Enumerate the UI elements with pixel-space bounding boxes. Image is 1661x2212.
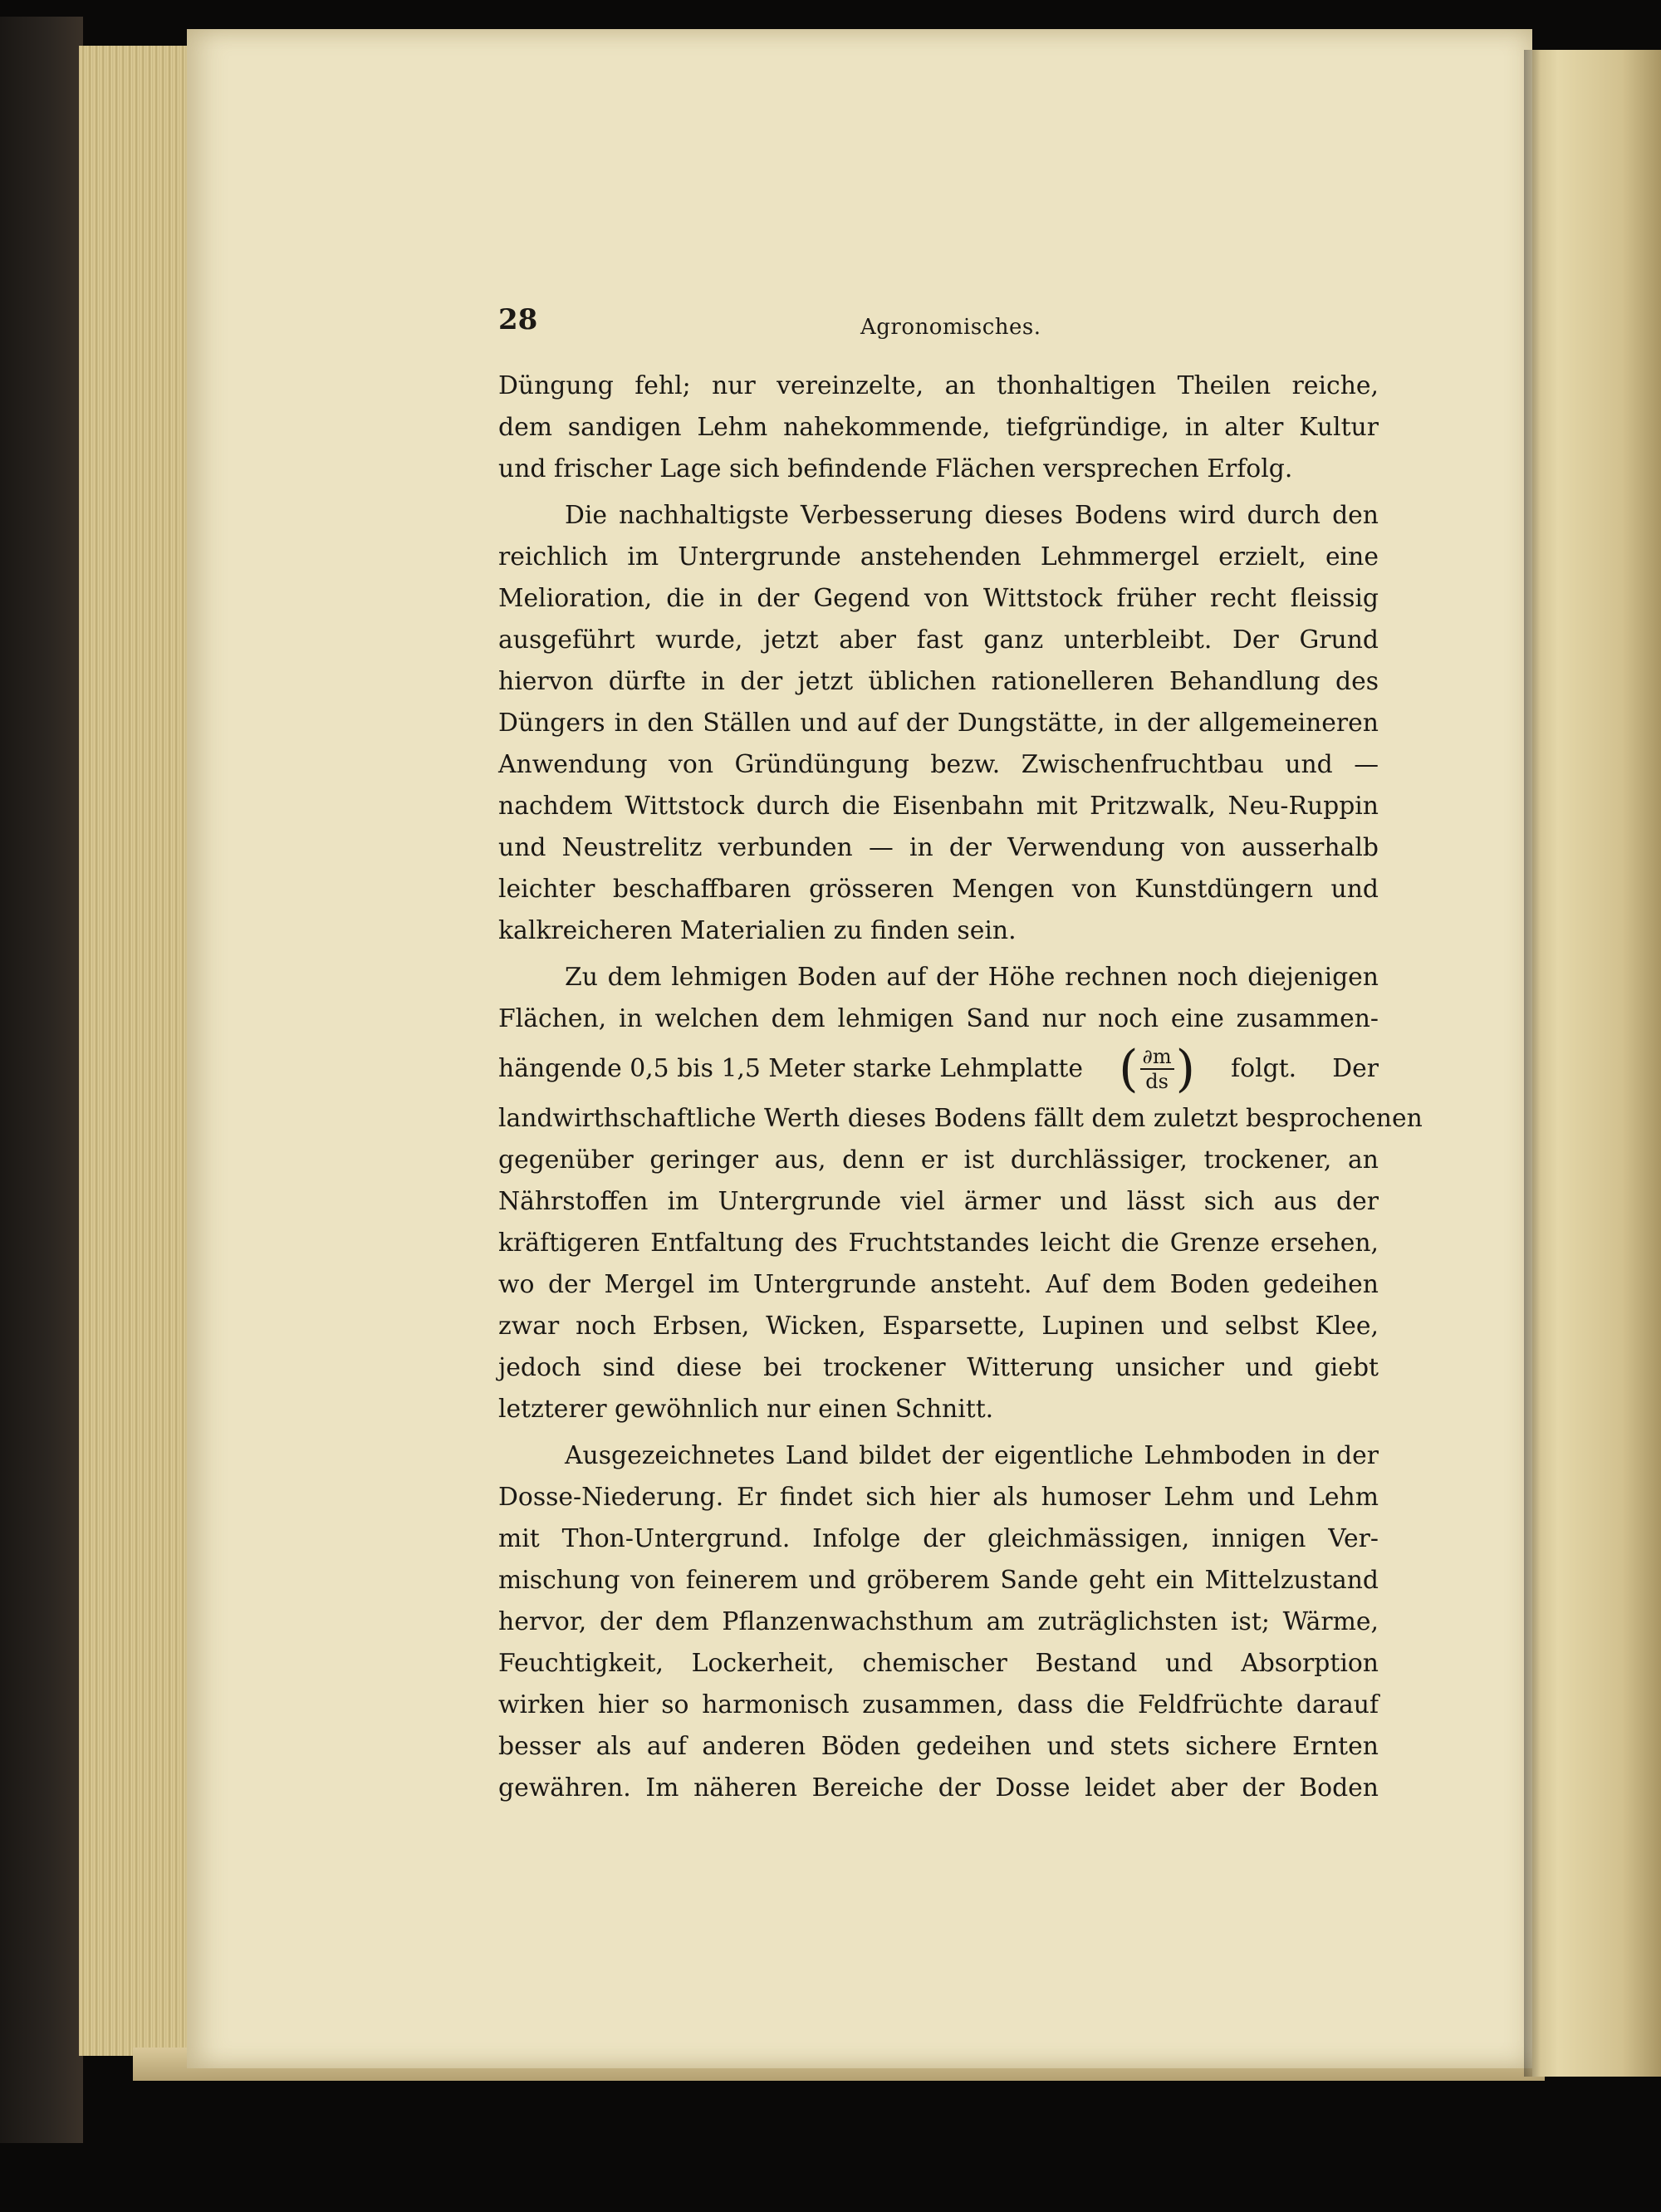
book-cover-edge (0, 17, 83, 2143)
text-line: nachdem Wittstock durch die Eisenbahn mit Pritzwalk, Neu-Ruppin (498, 792, 1379, 821)
page-number: 28 (498, 303, 538, 336)
page-stack-edge (79, 46, 195, 2056)
text-line: mischung von feinerem und gröberem Sande geht ein Mittelzustand (498, 1566, 1379, 1595)
text-line: Nährstoffen im Untergrunde viel ärmer und lässt sich aus der (498, 1187, 1379, 1216)
text-line: dem sandigen Lehm nahekommende, tiefgründige, in alter Kultur (498, 413, 1379, 442)
text-line: besser als auf anderen Böden gedeihen und stets sichere Ernten (498, 1732, 1379, 1761)
text-line: kräftigeren Entfaltung des Fruchtstandes leicht die Grenze ersehen, (498, 1229, 1379, 1258)
text-line: hervor, der dem Pflanzenwachsthum am zuträglichsten ist; Wärme, (498, 1607, 1379, 1636)
running-head: Agronomisches. (860, 315, 1041, 340)
text-line: Düngers in den Ställen und auf der Dungstätte, in der allgemeineren (498, 709, 1379, 738)
text-line: und frischer Lage sich befindende Flächen versprechen Erfolg. (498, 454, 1293, 483)
text-line: Ausgezeichnetes Land bildet der eigentliche Lehmboden in der (565, 1441, 1379, 1470)
text-line: Feuchtigkeit, Lockerheit, chemischer Bestand und Absorption (498, 1649, 1379, 1678)
paragraph-2 (498, 495, 1379, 952)
text-line: wirken hier so harmonisch zusammen, dass die Feldfrüchte darauf (498, 1690, 1379, 1719)
right-paren: ) (1175, 1040, 1196, 1098)
text-line: letzterer gewöhnlich nur einen Schnitt. (498, 1395, 994, 1424)
text-line: mit Thon-Untergrund. Infolge der gleichmässigen, innigen Ver- (498, 1524, 1379, 1553)
facing-page-edge (1532, 50, 1661, 2077)
gutter-shadow (1524, 50, 1541, 2077)
text-line: wo der Mergel im Untergrunde ansteht. Auf dem Boden gedeihen (498, 1270, 1379, 1299)
fraction-numerator: ∂m (1140, 1045, 1174, 1070)
formula-trailing-word: Der (1332, 1054, 1379, 1083)
body-text (498, 365, 1423, 1814)
text-line: Flächen, in welchen dem lehmigen Sand nur noch eine zusammen- (498, 1004, 1379, 1033)
text-line: Melioration, die in der Gegend von Wittstock früher recht fleissig (498, 584, 1379, 613)
text-line: Dosse-Niederung. Er findet sich hier als humoser Lehm und Lehm (498, 1483, 1379, 1512)
text-line: Anwendung von Gründüngung bezw. Zwischenfruchtbau und — (498, 750, 1379, 779)
text-line: Die nachhaltigste Verbesserung dieses Bodens wird durch den (565, 501, 1379, 530)
text-line: jedoch sind diese bei trockener Witterung unsicher und giebt (498, 1353, 1379, 1382)
paragraph-1 (498, 365, 1379, 490)
text-line: reichlich im Untergrunde anstehenden Lehmmergel erzielt, eine (498, 542, 1379, 571)
fraction-denominator: ds (1145, 1070, 1169, 1093)
fraction-formula (1119, 1040, 1196, 1098)
text-line: ausgeführt wurde, jetzt aber fast ganz unterbleibt. Der Grund (498, 625, 1379, 655)
text-line: hiervon dürfte in der jetzt üblichen rationelleren Behandlung des (498, 667, 1379, 696)
page-header (498, 303, 1370, 353)
text-line: gewähren. Im näheren Bereiche der Dosse leidet aber der Boden (498, 1773, 1379, 1802)
fraction-stack (1140, 1045, 1174, 1093)
text-line: landwirthschaftliche Werth dieses Bodens fällt dem zuletzt besprochenen (498, 1104, 1423, 1133)
paragraph-4 (498, 1435, 1379, 1809)
paragraph-3 (498, 957, 1423, 1430)
left-paren: ( (1119, 1040, 1139, 1098)
text-line: kalkreicheren Materialien zu finden sein. (498, 916, 1017, 945)
text-line: und Neustrelitz verbunden — in der Verwendung von ausserhalb (498, 833, 1379, 862)
text-line: gegenüber geringer aus, denn er ist durchlässiger, trockener, an (498, 1145, 1379, 1175)
text-line: Düngung fehl; nur vereinzelte, an thonhaltigen Theilen reiche, (498, 371, 1379, 400)
formula-after-word: folgt. (1231, 1054, 1297, 1083)
text-line: Zu dem lehmigen Boden auf der Höhe rechnen noch diejenigen (565, 963, 1379, 992)
formula-line (498, 1040, 1379, 1098)
text-line: leichter beschaffbaren grösseren Mengen von Kunstdüngern und (498, 875, 1379, 904)
text-line: zwar noch Erbsen, Wicken, Esparsette, Lupinen und selbst Klee, (498, 1312, 1379, 1341)
formula-line-text: hängende 0,5 bis 1,5 Meter starke Lehmplatte (498, 1054, 1084, 1083)
